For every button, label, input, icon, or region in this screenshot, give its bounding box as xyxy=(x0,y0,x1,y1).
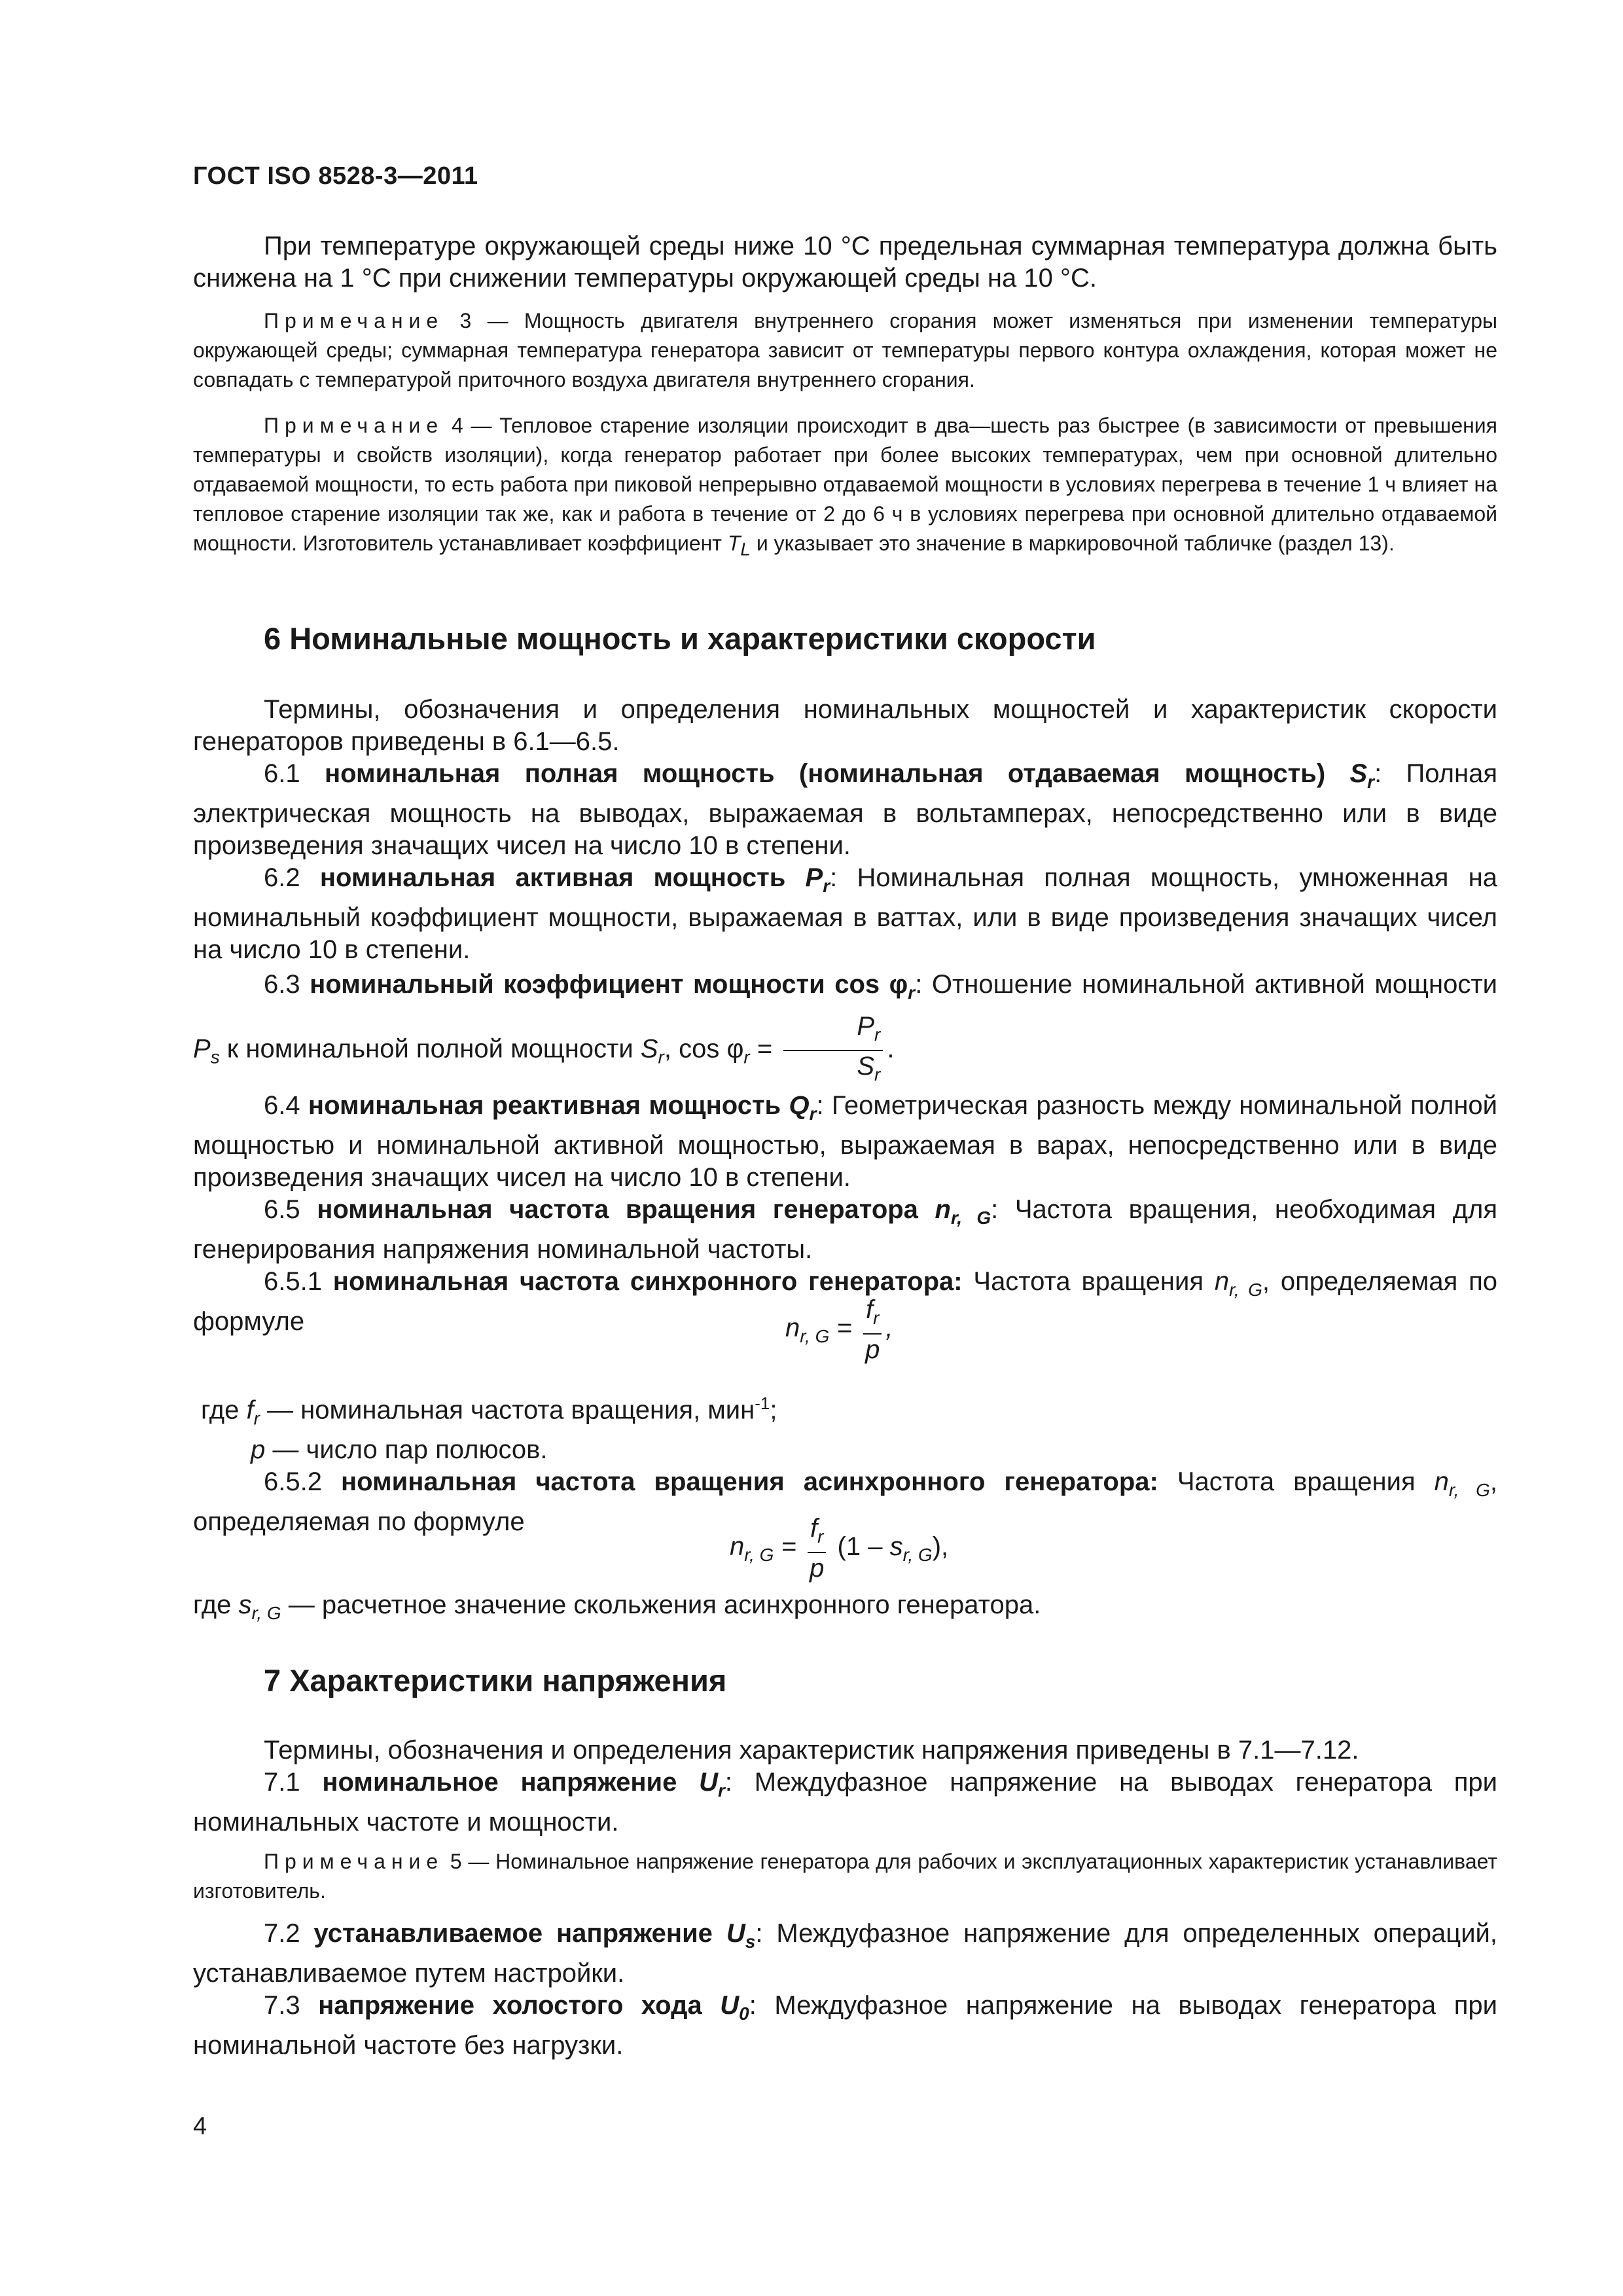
symbol: T xyxy=(727,531,741,555)
where-label: где xyxy=(201,1395,247,1425)
symbol: f xyxy=(865,1295,874,1324)
clause-definition: : Полная электрическая мощность на выводах, выражаемая в вольтамперах, непосредственно или в виде произведения значащих чисел на число 10 в степени. xyxy=(193,759,1497,860)
symbol-sub: r, G xyxy=(744,1545,774,1566)
symbol-sub: L xyxy=(740,539,751,560)
clause-definition: , определяемая по формуле xyxy=(193,1467,1498,1537)
section-6-heading xyxy=(193,620,1497,656)
clause-term: номинальное напряжение xyxy=(322,1768,700,1797)
note-text: 5 — Номинальное напряжение генератора для рабочих и эксплуатационных характеристик устанавливает изготовитель. xyxy=(193,1850,1497,1903)
where-line-f xyxy=(201,1388,1497,1434)
note-label: Примечание xyxy=(264,414,444,437)
symbol-sub: r, G xyxy=(1448,1480,1490,1501)
section-6-body xyxy=(193,694,1497,1338)
symbol: U xyxy=(699,1768,718,1797)
symbol-sub: r, G xyxy=(251,1603,281,1623)
symbol: n xyxy=(1214,1267,1230,1296)
symbol: S xyxy=(1349,759,1368,788)
symbol-sub: r xyxy=(823,876,830,896)
clause-term: напряжение холостого хода xyxy=(318,1991,721,2020)
symbol: s xyxy=(238,1590,252,1619)
formula-asynchronous xyxy=(730,1513,948,1583)
clause-definition: : Междуфазное напряжение для определенных операций, устанавливаемое путем настройки. xyxy=(193,1919,1498,1988)
where-definition: — номинальная частота вращения, мин xyxy=(259,1395,755,1425)
intro-paragraph: При температуре окружающей среды ниже 10 °С предельная суммарная температура должна быть снижена на 1 °С при снижении температуры окружающей среды на 10 °С. xyxy=(193,232,1497,293)
clause-number: 6.2 xyxy=(264,863,320,892)
clause-term: номинальная частота вращения генератора xyxy=(317,1195,935,1224)
clause-6-3: 6.3 номинальный коэффициент мощности $\cos \varphi_r$: Отношение номинальной активной мощности $P_s$ к номинальной полной мощности $S_r$, $\cos \varphi_r$ = $\frac{P_r}{S_r}$ . xyxy=(193,966,1497,1090)
note-4 xyxy=(193,411,1497,564)
section-7-body xyxy=(193,1734,1497,1839)
clause-definition: : Геометрическая разность между номинальной полной мощностью и номинальной активной мощностью, выражаемая в варах, непосредственно или в виде произведения значащих чисел на число 10 в степени. xyxy=(193,1091,1498,1192)
section-7-heading xyxy=(193,1662,1497,1698)
formula-synchronous xyxy=(785,1295,893,1365)
clause-definition: : Междуфазное напряжение на выводах генератора при номинальной частоте без нагрузки. xyxy=(193,1991,1497,2060)
clause-number: 7.2 xyxy=(264,1919,314,1948)
symbol-sub: r xyxy=(817,1526,824,1547)
symbol-sub: r xyxy=(908,982,916,1003)
clause-number: 7.3 xyxy=(264,1991,319,2020)
formula-text: ), xyxy=(932,1532,949,1562)
fraction-fr-p xyxy=(863,1295,882,1365)
comma: , xyxy=(885,1314,893,1343)
symbol-sub: r xyxy=(253,1408,260,1429)
symbol-sub: r, G xyxy=(800,1326,830,1347)
clause-number: 7.1 xyxy=(264,1768,323,1797)
symbol-sub: 0 xyxy=(739,2003,749,2024)
symbol: P xyxy=(805,863,823,892)
symbol-sub: r xyxy=(874,1024,881,1045)
symbol: U xyxy=(720,1991,740,2020)
symbol-sub: r, G xyxy=(950,1208,991,1228)
note-text-tail: и указывает это значение в маркировочной табличке (раздел 13). xyxy=(750,531,1395,555)
clause-7-1 xyxy=(193,1767,1497,1839)
note-label: Примечание xyxy=(264,1850,444,1873)
clause-6-1 xyxy=(193,758,1497,862)
where-definition: — число пар полюсов. xyxy=(265,1435,548,1465)
fraction-fr-p xyxy=(808,1513,826,1583)
where-line-p xyxy=(251,1434,1497,1466)
symbol: S xyxy=(640,1034,658,1064)
clause-6-4 xyxy=(193,1090,1497,1194)
where-definition: — расчетное значение скольжения асинхронного генератора. xyxy=(281,1590,1041,1619)
equals-sign: = xyxy=(829,1314,859,1343)
symbol-sub: r xyxy=(873,1308,880,1328)
equals-sign: = xyxy=(749,1034,780,1064)
symbol-sub: r, G xyxy=(1229,1280,1262,1300)
clause-term: номинальная полная мощность (номинальная отдаваемая мощность) xyxy=(324,759,1350,788)
clause-number: 6.4 xyxy=(264,1091,308,1120)
note-5 xyxy=(193,1847,1497,1906)
symbol: f xyxy=(810,1514,818,1543)
section-heading: 6 Номинальные мощность и характеристики скорости xyxy=(264,621,1096,656)
symbol: n xyxy=(785,1314,800,1343)
clause-definition: , определяемая по формуле xyxy=(193,1267,1497,1336)
symbol: P xyxy=(857,1012,874,1041)
symbol: s xyxy=(889,1532,903,1562)
clause-number: 6.5.2 xyxy=(264,1467,341,1497)
clause-6-5 xyxy=(193,1194,1497,1266)
symbol: f xyxy=(246,1395,254,1425)
symbol-sub: r xyxy=(874,1064,881,1085)
clause-definition: : Отношение номинальной активной мощности xyxy=(915,970,1497,999)
symbol: U xyxy=(726,1919,745,1948)
formula-text: (1 – xyxy=(830,1532,890,1562)
clause-definition: : Междуфазное напряжение на выводах генератора при номинальных частоте и мощности. xyxy=(193,1768,1498,1837)
symbol: P xyxy=(193,1034,211,1064)
symbol-sub: r xyxy=(658,1047,664,1067)
clause-term: номинальная активная мощность xyxy=(319,863,806,892)
symbol-sub: r xyxy=(1367,772,1375,792)
section-7-body-cont xyxy=(193,1918,1497,2062)
note-label: Примечание xyxy=(264,309,444,332)
note-text: 3 — Мощность двигателя внутреннего сгорания может изменяться при изменении температуры окружающей среды; суммарная температура генератора зависит от температуры первого контура охлаждения, которая может не совпадать с температурой приточного воздуха двигателя внутреннего сгорания. xyxy=(193,309,1497,391)
symbol-sub: s xyxy=(745,1931,756,1952)
clause-definition: : Частота вращения, необходимая для генерирования напряжения номинальной частоты. xyxy=(193,1195,1498,1264)
symbol: p xyxy=(810,1554,825,1583)
clause-7-2 xyxy=(193,1918,1497,1990)
symbol: n xyxy=(1434,1467,1449,1497)
clause-number: 6.5 xyxy=(264,1195,317,1224)
symbol-sub: r, G xyxy=(902,1545,933,1566)
intro-block xyxy=(193,230,1497,295)
document-header: ГОСТ ISO 8528-3—2011 xyxy=(193,162,478,190)
symbol: p xyxy=(865,1335,880,1364)
clause-term: устанавливаемое напряжение xyxy=(313,1919,726,1948)
symbol: n xyxy=(935,1195,951,1224)
where-block-2 xyxy=(193,1589,1497,1629)
symbol: n xyxy=(730,1532,745,1562)
clause-definition: : Номинальная полная мощность, умноженная на номинальный коэффициент мощности, выражаемая в ваттах, или в виде произведения значащих чисел на число 10 в степени. xyxy=(193,863,1497,964)
section-intro: Термины, обозначения и определения характеристик напряжения приведены в 7.1—7.12. xyxy=(264,1736,1359,1765)
note-3 xyxy=(193,306,1497,395)
symbol: S xyxy=(857,1052,874,1081)
where-label: где xyxy=(193,1590,239,1619)
section-intro: Термины, обозначения и определения номинальных мощностей и характеристик скорости генераторов приведены в 6.1—6.5. xyxy=(193,695,1497,756)
symbol: Q xyxy=(789,1091,810,1120)
symbol-sub: r xyxy=(717,1780,725,1801)
equals-sign: = xyxy=(774,1532,804,1562)
clause-7-3 xyxy=(193,1990,1497,2062)
clause-term: номинальная реактивная мощность xyxy=(308,1091,789,1120)
fraction-pr-sr xyxy=(783,1011,883,1090)
clause-number: 6.1 xyxy=(264,759,325,788)
note-text: 4 — Тепловое старение изоляции происходит в два—шесть раз быстрее (в зависимости от превышения температуры и свойств изоляции), когда генератор работает при более высоких температурах, чем при основной длительно отдаваемой мощности, то есть работа при пиковой непрерывно отдаваемой мощности в условиях перегрева в течение 1 ч влияет на тепловое старение изоляции так же, как и работа в течение от 2 до 6 ч в условиях перегрева при основной длительно отдаваемой мощности. Изготовитель устанавливает коэффициент xyxy=(193,414,1497,555)
semicolon: ; xyxy=(770,1395,777,1425)
section-heading: 7 Характеристики напряжения xyxy=(264,1663,727,1698)
clause-definition: Частота вращения xyxy=(1158,1467,1435,1497)
clause-definition: Частота вращения xyxy=(962,1267,1215,1296)
clause-term: номинальный коэффициент мощности cos φ xyxy=(310,970,908,999)
symbol-sub: r xyxy=(743,1047,750,1067)
clause-6-2 xyxy=(193,862,1497,966)
exponent: -1 xyxy=(755,1393,770,1413)
clause-term: номинальная частота синхронного генератора: xyxy=(332,1267,963,1296)
clause-number: 6.3 xyxy=(264,970,310,999)
clause-definition: , cos φ xyxy=(664,1034,744,1064)
symbol-sub: r xyxy=(809,1103,817,1124)
where-line-s xyxy=(193,1589,1497,1629)
clause-term: номинальная частота вращения асинхронного генератора: xyxy=(340,1467,1158,1497)
page-number: 4 xyxy=(193,2113,207,2140)
symbol-sub: s xyxy=(210,1047,220,1067)
clause-definition: к номинальной полной мощности xyxy=(219,1034,641,1064)
clause-number: 6.5.1 xyxy=(264,1267,333,1296)
symbol: p xyxy=(251,1435,266,1465)
